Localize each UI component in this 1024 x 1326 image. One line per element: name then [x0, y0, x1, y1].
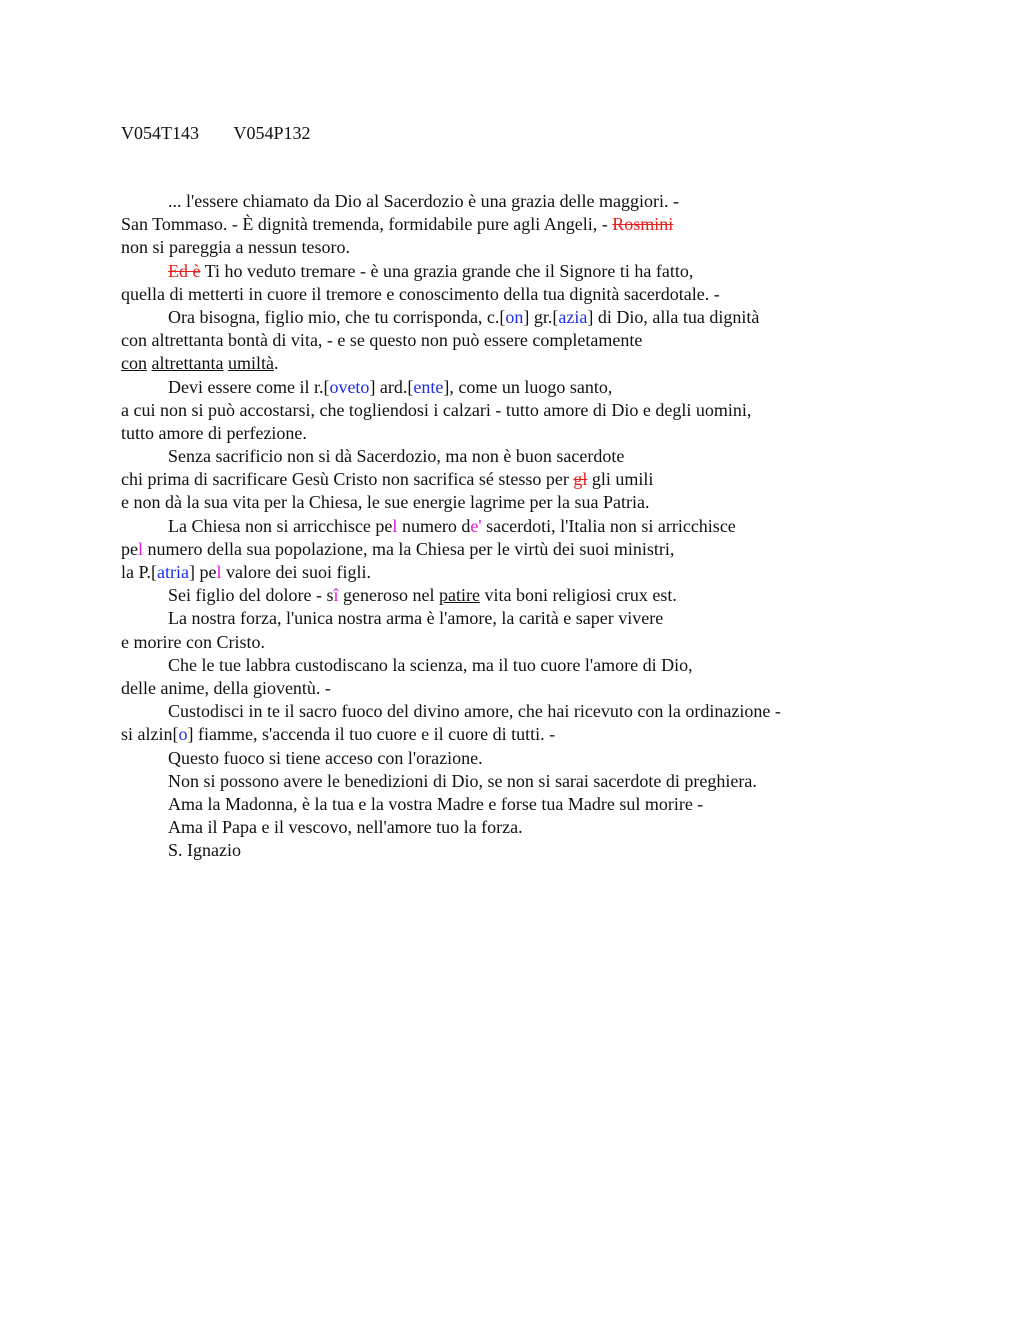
text-segment: si alzin[	[121, 724, 179, 745]
text-line	[121, 422, 1001, 445]
text-segment: ] gr.[	[523, 306, 559, 327]
text-line	[121, 329, 1001, 352]
text-segment: delle anime, della gioventù. -	[121, 677, 331, 698]
text-segment: Ti ho veduto tremare - è una grazia grande che il Signore ti ha fatto,	[200, 260, 694, 281]
deleted-text: gl	[573, 469, 588, 490]
text-segment: la P.[	[121, 562, 157, 582]
text-segment: a cui non si può accostarsi, che togliendosi i calzari - tutto amore di Dio e degli uomini,	[121, 399, 752, 420]
inserted-text: on	[505, 306, 524, 327]
text-line	[121, 631, 1001, 654]
text-segment: Devi essere come il r.[	[168, 376, 330, 397]
text-segment: sacerdoti, l'Italia non si arricchisce	[481, 515, 736, 536]
text-segment: S. Ignazio	[168, 840, 241, 861]
text-segment: Ora bisogna, figlio mio, che tu corrisponda, c.[	[168, 306, 506, 327]
text-segment: quella di metterti in cuore il tremore e conoscimento della tua dignità sacerdotale. -	[121, 283, 720, 304]
text-line	[121, 306, 1001, 329]
corrected-text: l	[216, 562, 222, 582]
text-line	[121, 747, 1001, 770]
text-segment: pe	[121, 538, 138, 559]
text-segment: ] di Dio, alla tua dignità	[587, 306, 760, 327]
text-segment: vita boni religiosi crux est.	[479, 585, 677, 606]
inserted-text: azia	[558, 306, 588, 327]
text-segment: La Chiesa non si arricchisce pe	[168, 515, 393, 536]
underlined-text: umiltà	[227, 353, 274, 374]
text-line	[121, 538, 1001, 561]
text-line	[121, 607, 1001, 630]
text-line	[121, 190, 1001, 213]
text-segment: con altrettanta bontà di vita, - e se questo non può essere completamente	[121, 330, 643, 351]
corrected-text: l	[392, 515, 398, 536]
text-line	[121, 283, 1001, 306]
text-segment: Che le tue labbra custodiscano la scienza, ma il tuo cuore l'amore di Dio,	[168, 654, 693, 675]
text-segment: e morire con Cristo.	[121, 631, 265, 652]
text-segment: gli umili	[587, 469, 654, 490]
text-line	[121, 816, 1001, 839]
corrected-text: l	[138, 538, 144, 559]
text-segment: ] pe	[188, 562, 217, 582]
text-line	[121, 213, 1001, 236]
text-segment: ... l'essere chiamato da Dio al Sacerdozio è una grazia delle maggiori. -	[168, 191, 680, 211]
text-segment: San Tommaso. - È dignità tremenda, formidabile pure agli Angeli, -	[121, 214, 613, 235]
text-line	[121, 793, 1001, 816]
inserted-text: oveto	[329, 376, 370, 397]
inserted-text: atria	[157, 562, 189, 582]
text-line	[121, 515, 1001, 538]
text-segment: ], come un luogo santo,	[443, 376, 613, 397]
text-line	[121, 236, 1001, 259]
text-segment: generoso nel	[338, 585, 439, 606]
page-code: V054P132	[233, 123, 311, 143]
text-segment: non si pareggia a nessun tesoro.	[121, 237, 350, 258]
text-segment: ] fiamme, s'accenda il tuo cuore e il cuore di tutti. -	[187, 724, 556, 745]
text-line	[121, 399, 1001, 422]
text-line	[121, 584, 1001, 607]
text-segment: .	[273, 353, 279, 374]
text-line	[121, 700, 1001, 723]
text-line	[121, 654, 1001, 677]
text-line	[121, 723, 1001, 746]
text-segment: e non dà la sua vita per la Chiesa, le sue energie lagrime per la sua Patria.	[121, 492, 650, 513]
text-line	[121, 260, 1001, 283]
deleted-text: Ed è	[168, 260, 201, 281]
underlined-text: con	[121, 353, 147, 374]
text-line	[121, 770, 1001, 793]
text-segment: La nostra forza, l'unica nostra arma è l'amore, la carità e saper vivere	[168, 608, 664, 629]
deleted-text: Rosmini	[612, 214, 674, 235]
text-line	[121, 352, 1001, 375]
text-segment: Questo fuoco si tiene acceso con l'orazione.	[168, 747, 483, 768]
inserted-text: ente	[413, 376, 444, 397]
text-segment: ] ard.[	[369, 376, 414, 397]
text-segment: numero della sua popolazione, ma la Chiesa per le virtù dei suoi ministri,	[143, 538, 675, 559]
text-segment: Ama la Madonna, è la tua e la vostra Madre e forse tua Madre sul morire -	[168, 793, 704, 814]
text-line	[121, 376, 1001, 399]
text-segment: tutto amore di perfezione.	[121, 422, 307, 443]
text-segment: Non si possono avere le benedizioni di Dio, se non si sarai sacerdote di preghiera.	[168, 770, 757, 791]
text-segment: Senza sacrificio non si dà Sacerdozio, ma non è buon sacerdote	[168, 446, 625, 467]
inserted-text: o	[178, 724, 188, 745]
text-segment: valore dei suoi figli.	[221, 562, 371, 582]
text-segment: Ama il Papa e il vescovo, nell'amore tuo la forza.	[168, 817, 523, 838]
text-line	[121, 491, 1001, 514]
document-body	[121, 190, 1001, 862]
corrected-text: e'	[470, 515, 482, 536]
text-line	[121, 677, 1001, 700]
text-segment: chi prima di sacrificare Gesù Cristo non sacrifica sé stesso per	[121, 469, 574, 490]
text-line	[121, 561, 1001, 584]
text-line	[121, 468, 1001, 491]
underlined-text: patire	[438, 585, 480, 606]
corrected-text: î	[333, 585, 339, 606]
text-segment: numero d	[397, 515, 471, 536]
text-segment: Sei figlio del dolore - s	[168, 585, 334, 606]
text-segment: Custodisci in te il sacro fuoco del divino amore, che hai ricevuto con la ordinazione -	[168, 701, 781, 722]
underlined-text: altrettanta	[151, 353, 224, 374]
text-line	[121, 839, 1001, 862]
text-line	[121, 445, 1001, 468]
document-code: V054T143	[121, 123, 199, 143]
document-header	[121, 122, 311, 144]
